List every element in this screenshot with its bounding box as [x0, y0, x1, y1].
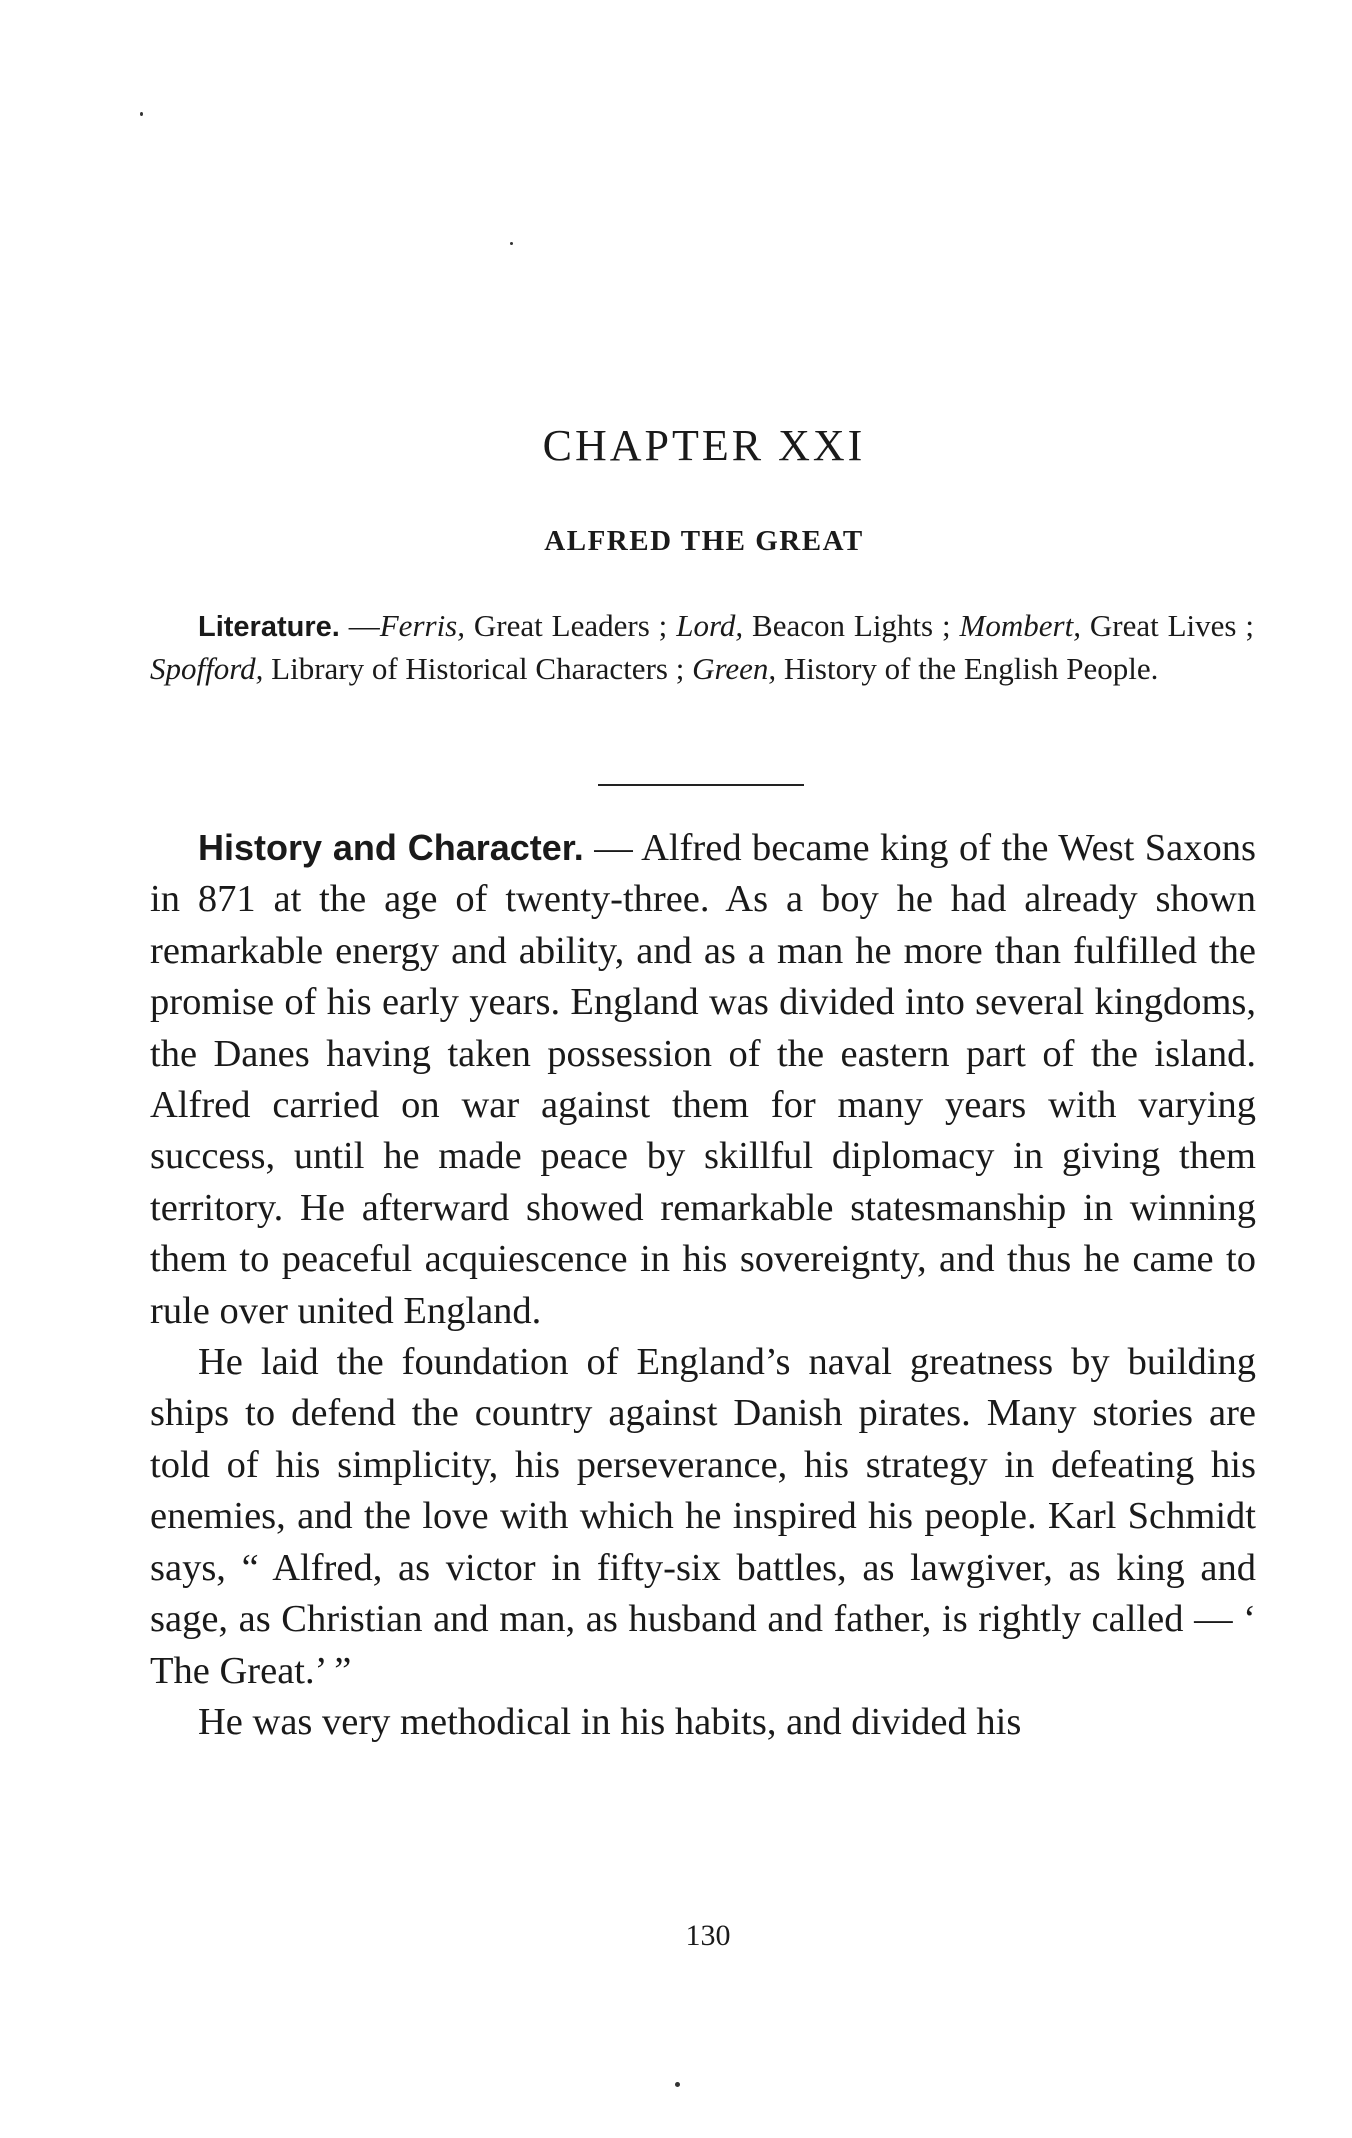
chapter-title: ALFRED THE GREAT: [544, 525, 864, 557]
reference-author: Green,: [692, 651, 777, 686]
body-paragraph: [150, 822, 1256, 1337]
print-speck: [675, 2082, 680, 2087]
body-paragraph: He laid the foundation of England’s naval greatness by building ships to defend the country against Danish pirates. Many stories are told of his simplicity, his perseverance, his strategy in defeating his enemies, and the love with which he inspired his people. Karl Schmidt says, “ Alfred, as victor in fifty-six battles, as lawgiver, as king and sage, as Christian and man, as husband and father, is rightly called — ‘ The Great.’ ”: [150, 1341, 1256, 1692]
literature-dash: —: [339, 608, 380, 643]
chapter-number: CHAPTER XXI: [542, 421, 866, 470]
reference-work: Beacon Lights ;: [743, 608, 960, 643]
reference-work: Library of Historical Characters ;: [263, 651, 693, 686]
print-speck: [140, 112, 143, 116]
page-number: 130: [685, 1919, 731, 1952]
literature-references: [150, 605, 1254, 690]
section-label: History and Character.: [198, 827, 584, 868]
reference-author: Lord,: [676, 608, 744, 643]
body-paragraph: He was very methodical in his habits, and divided his: [198, 1700, 1022, 1743]
reference-work: Great Lives ;: [1080, 608, 1255, 643]
paragraph-text: — Alfred became king of the West Saxons in 871 at the age of twenty-three. As a boy he had already shown remarkable energy and ability, and as a man he more than fulfilled the promise of his early years. England was divided into several kingdoms, the Danes having taken possession of the eastern part of the island. Alfred carried on war against them for many years with varying success, until he made peace by skillful diplomacy in giving them territory. He afterward showed remarkable statesmanship in winning them to peaceful acquiescence in his sovereignty, and thus he came to rule over united England.: [150, 827, 1256, 1332]
reference-author: Ferris,: [379, 608, 465, 643]
reference-work: Great Leaders ;: [465, 608, 677, 643]
print-speck: [510, 242, 513, 245]
literature-label: Literature.: [198, 611, 340, 643]
section-divider: [598, 784, 804, 786]
reference-work: History of the English People.: [776, 651, 1159, 686]
chapter-body: [150, 822, 1256, 1748]
reference-author: Spofford,: [150, 651, 264, 686]
reference-author: Mombert,: [959, 608, 1081, 643]
